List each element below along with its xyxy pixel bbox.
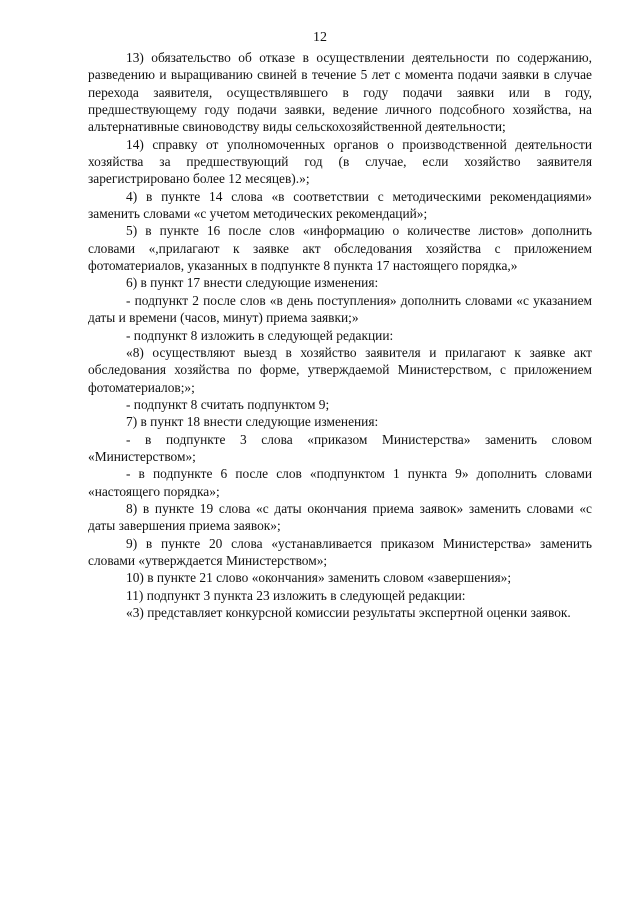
paragraph-amend-7: 7) в пункт 18 внести следующие изменения: <box>126 414 379 430</box>
page-number: 12 <box>313 30 327 45</box>
paragraph-amend-11: 11) подпункт 3 пункта 23 изложить в следующей редакции: <box>126 587 466 603</box>
paragraph-amend-10: 10) в пункте 21 слово «окончания» заменить словом «завершения»; <box>126 570 512 586</box>
paragraph-amend-9: 9) в пункте 20 слова «устанавливается приказом Министерства» заменить словами «утверждается Министерством»; <box>88 535 592 568</box>
paragraph-amend-5: 5) в пункте 16 после слов «информацию о количестве листов» дополнить словами «,прилагают к заявке акт обследования хозяйства с приложением фотоматериалов, указанных в подпункте 8 пункта 17 настоящего порядка,» <box>88 223 592 274</box>
paragraph-amend-6-item-1: - подпункт 2 после слов «в день поступления» дополнить словами «с указанием даты и времени (часов, минут) приема заявки;» <box>88 292 592 326</box>
paragraph-amend-6-new-text: «8) осуществляют выезд в хозяйство заявителя и прилагают к заявке акт обследования хозяйства по форме, утверждаемой Министерством, с приложением фотоматериалов;»; <box>88 344 592 395</box>
paragraph-amend-8: 8) в пункте 19 слова «с даты окончания приема заявок» заменить словами «с даты завершения приема заявок»; <box>88 500 592 534</box>
paragraph-14: 14) справку от уполномоченных органов о производственной деятельности хозяйства за предшествующий год (в случае, если хозяйство заявителя зарегистрировано более 12 месяцев).»; <box>88 136 592 187</box>
paragraph-amend-7-item-1: - в подпункте 3 слова «приказом Министерства» заменить словом «Министерством»; <box>88 431 592 464</box>
paragraph-amend-6-item-2: - подпункт 8 изложить в следующей редакции: <box>126 327 394 343</box>
paragraph-amend-6: 6) в пункт 17 внести следующие изменения: <box>126 275 379 291</box>
paragraph-amend-4: 4) в пункте 14 слова «в соответствии с методическими рекомендациями» заменить словами «с учетом методических рекомендаций»; <box>88 188 592 222</box>
paragraph-amend-11-new-text: «3) представляет конкурсной комиссии результаты экспертной оценки заявок. <box>126 605 571 620</box>
paragraph-amend-6-item-3: - подпункт 8 считать подпунктом 9; <box>126 396 330 412</box>
paragraph-amend-7-item-2: - в подпункте 6 после слов «подпунктом 1 пункта 9» дополнить словами «настоящего порядка»; <box>88 466 592 499</box>
paragraph-13: 13) обязательство об отказе в осуществлении деятельности по содержанию, разведению и выращиванию свиней в течение 5 лет с момента подачи заявки в случае перехода заявителя, осуществлявшего в году подачи заявки или в году, предшествующему году подачи заявки, ведение личного подсобного хозяйства, на альтернативные свиноводству виды сельскохозяйственной деятельности; <box>88 50 592 135</box>
document-body <box>88 49 592 621</box>
